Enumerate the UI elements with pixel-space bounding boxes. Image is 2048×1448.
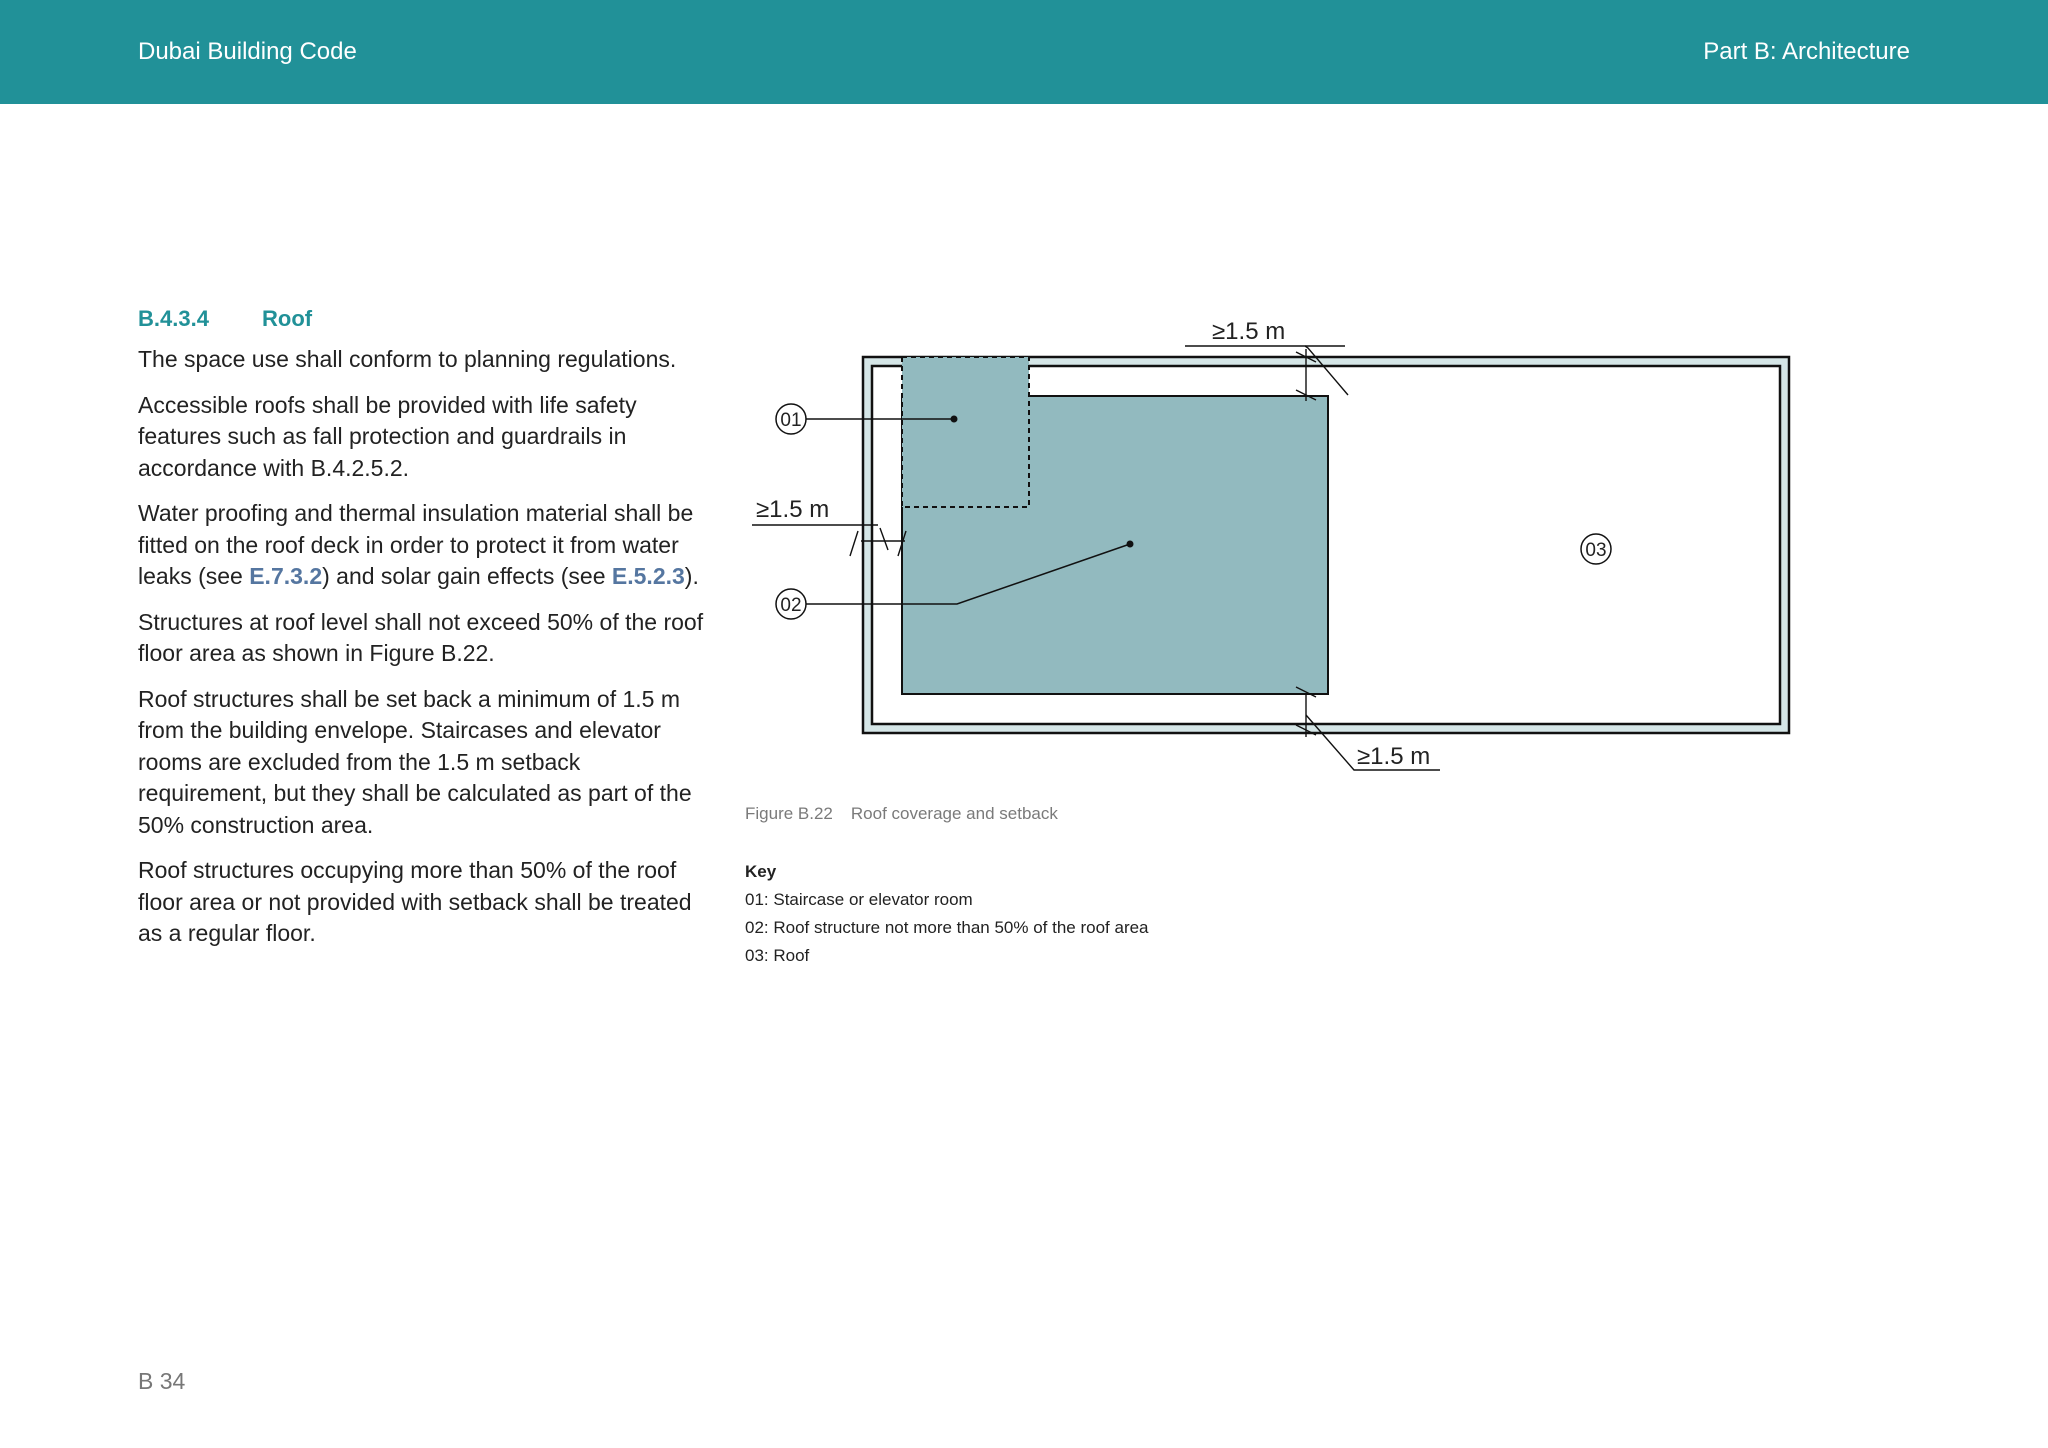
section-title: Roof	[262, 306, 313, 331]
key-item: 03: Roof	[745, 946, 810, 965]
label-02: 02	[780, 595, 802, 616]
label-01: 01	[780, 410, 802, 431]
page-header	[0, 0, 2048, 104]
key-title: Key	[745, 862, 777, 881]
paragraph: Structures at roof level shall not exceed 50% of the roof floor area as shown in Figure B.22.	[138, 608, 704, 666]
part-title: Part B: Architecture	[1703, 38, 1910, 65]
paragraph: Roof structures occupying more than 50% of the roof floor area or not provided with setback shall be treated as a regular floor.	[138, 857, 692, 946]
figure-caption	[745, 804, 1058, 824]
figure-caption-text: Roof coverage and setback	[850, 804, 1058, 823]
staircase-room	[902, 357, 1029, 507]
paragraph-text: ).	[684, 563, 699, 589]
document-title: Dubai Building Code	[138, 38, 357, 65]
reference-link-e523[interactable]: E.5.2.3	[611, 563, 685, 589]
paragraph-text: Water proofing and thermal insulation material shall be fitted on the roof deck in order to protect it from water leaks (see	[138, 500, 694, 589]
leader-dot	[1127, 541, 1134, 548]
key-item: 02: Roof structure not more than 50% of the roof area	[745, 918, 1149, 937]
dimension-left-label: ≥1.5 m	[756, 496, 830, 523]
paragraph: The space use shall conform to planning regulations.	[138, 346, 677, 372]
key-item: 01: Staircase or elevator room	[745, 890, 973, 909]
figure-number: Figure B.22	[745, 804, 833, 823]
paragraph: Roof structures shall be set back a minimum of 1.5 m from the building envelope. Staircases and elevator rooms are excluded from the 1.5 m setback requirement, but they shall be calculated as part of the 50% construction area.	[138, 685, 692, 838]
paragraph-text: ) and solar gain effects (see	[322, 563, 612, 589]
page-number: B 34	[138, 1368, 186, 1394]
label-03: 03	[1585, 540, 1607, 561]
paragraph: Accessible roofs shall be provided with life safety features such as fall protection and guardrails in accordance with B.4.2.5.2.	[138, 391, 637, 481]
leader-dot	[951, 416, 958, 423]
figure-key	[745, 858, 1149, 970]
dimension-top-label: ≥1.5 m	[1212, 318, 1286, 345]
reference-link-e732[interactable]: E.7.3.2	[249, 563, 323, 589]
dimension-bottom-label: ≥1.5 m	[1357, 743, 1431, 770]
body-text	[138, 344, 708, 964]
paragraph	[138, 498, 708, 593]
roof-setback-diagram	[745, 300, 1805, 800]
section-heading	[138, 306, 312, 332]
section-number: B.4.3.4	[138, 306, 209, 331]
